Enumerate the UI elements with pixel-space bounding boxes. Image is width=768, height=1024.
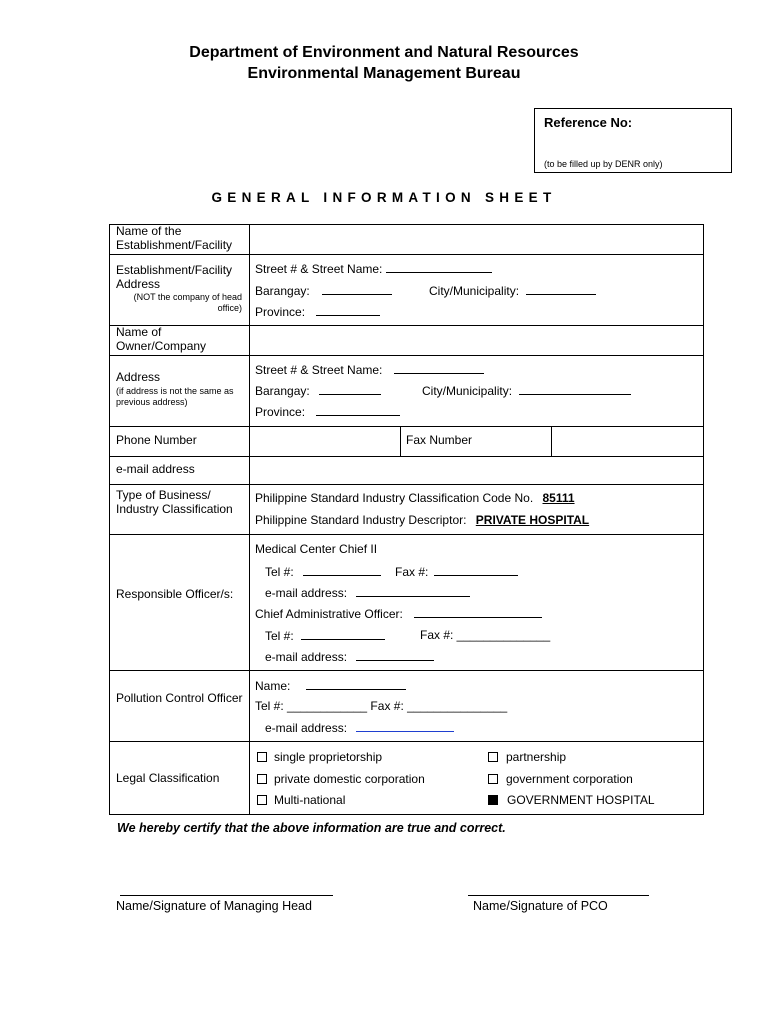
province-field[interactable] [316,304,380,316]
reference-label: Reference No: [544,115,633,130]
establishment-address-note: (NOT the company of head office) [133,292,242,313]
option-label: government corporation [506,772,633,786]
certification-text: We hereby certify that the above information are true and correct. [117,821,506,835]
email-field[interactable] [249,456,704,485]
email-label: e-mail address: [265,586,348,600]
tel-label: Tel #: [265,629,294,643]
barangay-field[interactable] [319,383,381,395]
barangay-label: Barangay: [255,284,310,298]
pco-name-field[interactable] [306,678,406,690]
establishment-name-field[interactable] [249,224,704,255]
owner-field[interactable] [249,325,704,356]
business-type-label: Type of Business/ Industry Classification [116,488,233,516]
pco-label: Pollution Control Officer [116,691,243,705]
city-field[interactable] [519,383,631,395]
barangay-label: Barangay: [255,384,310,398]
option-label: private domestic corporation [274,772,425,786]
fax-label: Fax #: [395,565,429,579]
bureau-name: Environmental Management Bureau [247,65,521,82]
pco-email-field[interactable] [356,720,454,732]
city-label: City/Municipality: [422,384,513,398]
email-field[interactable] [356,649,434,661]
fax-field[interactable]: Fax #: ______________ [420,628,551,642]
label-cell [109,534,250,671]
option-label: Multi-national [274,793,346,807]
owner-label: Name of Owner/Company [116,325,207,353]
option-label: partnership [506,750,567,764]
pco-signature-label: Name/Signature of PCO [473,899,608,913]
email-label: e-mail address [116,462,195,476]
checkbox-government-hospital[interactable] [488,795,498,805]
email-label: e-mail address: [265,721,348,735]
street-label: Street # & Street Name: [255,363,383,377]
psic-desc-label: Philippine Standard Industry Descriptor: [255,513,467,527]
checkbox-multi-national[interactable] [257,795,267,805]
owner-address-label: Address [116,370,161,384]
tel-field[interactable] [303,564,381,576]
managing-head-signature-label: Name/Signature of Managing Head [116,899,312,913]
checkbox-partnership[interactable] [488,752,498,762]
managing-head-signature-line[interactable] [120,895,333,896]
officer1-title: Medical Center Chief II [255,542,378,556]
option-label: GOVERNMENT HOSPITAL [507,793,655,807]
street-label: Street # & Street Name: [255,262,383,276]
reference-box[interactable] [534,108,732,173]
legal-label: Legal Classification [116,771,220,785]
tel-field[interactable] [301,628,385,640]
establishment-name-label: Name of the Establishment/Facility [116,224,233,252]
phone-label: Phone Number [116,433,197,447]
email-field[interactable] [356,585,470,597]
pco-tel-fax-field[interactable]: Tel #: ____________ Fax #: _______________ [255,699,508,713]
tel-label: Tel #: [265,565,294,579]
fax-label: Fax Number [406,433,473,447]
province-label: Province: [255,305,306,319]
checkbox-single-proprietorship[interactable] [257,752,267,762]
owner-address-note: (if address is not the same as previous address) [116,386,234,407]
checkbox-government-corporation[interactable] [488,774,498,784]
province-label: Province: [255,405,306,419]
street-field[interactable] [394,362,484,374]
street-field[interactable] [386,261,492,273]
pco-name-label: Name: [255,679,291,693]
reference-note: (to be filled up by DENR only) [544,159,663,169]
email-label: e-mail address: [265,650,348,664]
fax-field[interactable] [434,564,518,576]
form-title: GENERAL INFORMATION SHEET [211,190,557,205]
agency-name: Department of Environment and Natural Resources [189,44,579,61]
psic-code-label: Philippine Standard Industry Classification Code No. [255,491,534,505]
fax-field[interactable] [551,426,704,457]
officer2-title: Chief Administrative Officer: [255,607,403,621]
psic-desc-value[interactable]: PRIVATE HOSPITAL [475,513,590,527]
phone-field[interactable] [249,426,401,457]
label-cell [109,670,250,742]
officer2-field[interactable] [414,606,542,618]
province-field[interactable] [316,404,400,416]
option-label: single proprietorship [274,750,383,764]
barangay-field[interactable] [322,283,392,295]
psic-code-value[interactable]: 85111 [542,491,575,505]
pco-signature-line[interactable] [468,895,649,896]
checkbox-private-domestic-corporation[interactable] [257,774,267,784]
city-label: City/Municipality: [429,284,520,298]
city-field[interactable] [526,283,596,295]
responsible-officers-label: Responsible Officer/s: [116,587,234,601]
establishment-address-label: Establishment/Facility Address [116,263,233,291]
